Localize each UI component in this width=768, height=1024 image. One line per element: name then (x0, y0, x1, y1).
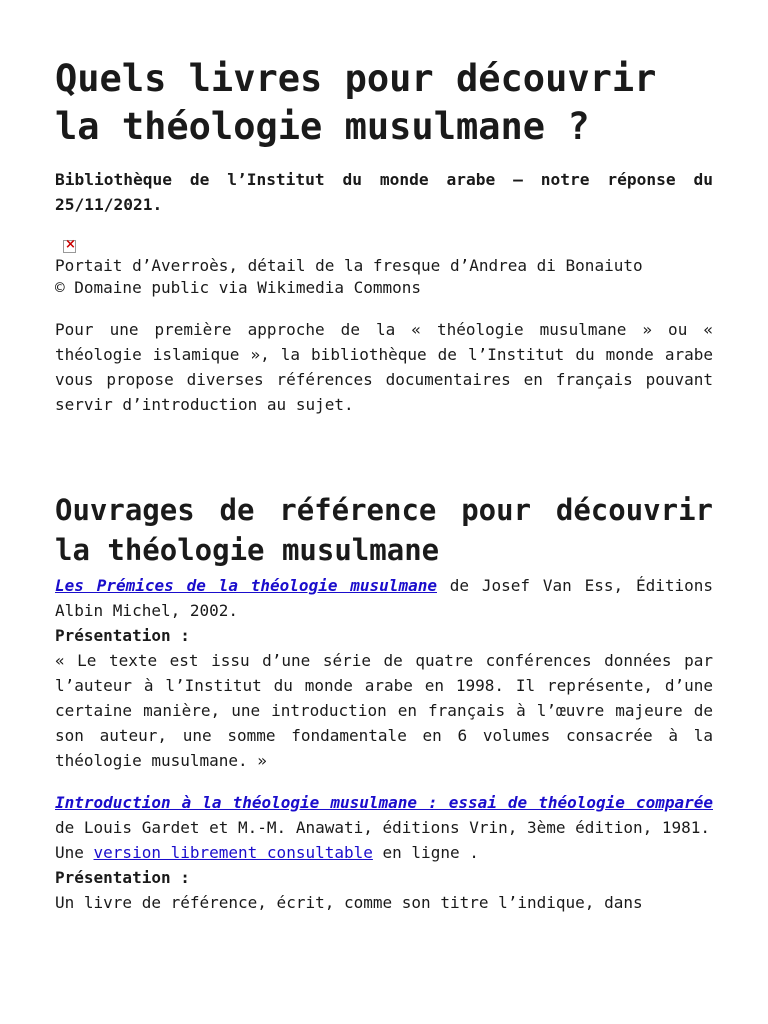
section-title: Ouvrages de référence pour découvrir la théologie musulmane (55, 493, 713, 567)
page-title: Quels livres pour découvrir la théologie musulmane ? (55, 57, 657, 148)
book-details: de Josef Van Ess, Éditions Albin Michel, 2002. (55, 576, 714, 620)
presentation-text: « Le texte est issu d’une série de quatre conférences données par l’auteur à l’Institut du monde arabe en 1998. Il représente, d’une certaine manière, une introduction en français à l’œuvre majeure de son auteur, une somme fondamentale en 6 volumes consacrée à la théologie musulmane. » (55, 651, 713, 770)
caption-line: Portait d’Averroès, détail de la fresque d’Andrea di Bonaiuto (55, 256, 643, 275)
image-caption (55, 255, 713, 299)
reference-line (55, 576, 713, 620)
subtitle: Bibliothèque de l’Institut du monde arabe – notre réponse du 25/11/2021. (55, 170, 713, 214)
online-prefix: Une (55, 843, 94, 862)
presentation-text: Un livre de référence, écrit, comme son titre l’indique, dans (55, 893, 643, 912)
reference-item (55, 790, 713, 915)
presentation-label: Présentation : (55, 626, 190, 645)
online-suffix: en ligne . (372, 843, 479, 862)
book-details: de Louis Gardet et M.-M. Anawati, éditions Vrin, 3ème édition, 1981. (55, 818, 711, 837)
presentation-label: Présentation : (55, 868, 190, 887)
book-link[interactable]: Les Prémices de la théologie musulmane (55, 576, 437, 595)
reference-line (55, 793, 713, 837)
broken-image-icon (63, 240, 76, 253)
online-version-line (55, 840, 713, 865)
reference-item (55, 573, 713, 773)
caption-credit: © Domaine public via Wikimedia Commons (55, 278, 422, 297)
online-version-link[interactable]: version librement consultable (93, 843, 373, 862)
intro-paragraph: Pour une première approche de la « théologie musulmane » ou « théologie islamique », la bibliothèque de l’Institut du monde arabe vous propose diverses références documentaires en français pouvant servir d’introduction au sujet. (55, 320, 713, 414)
book-link[interactable]: Introduction à la théologie musulmane : essai de théologie comparée (55, 793, 713, 812)
